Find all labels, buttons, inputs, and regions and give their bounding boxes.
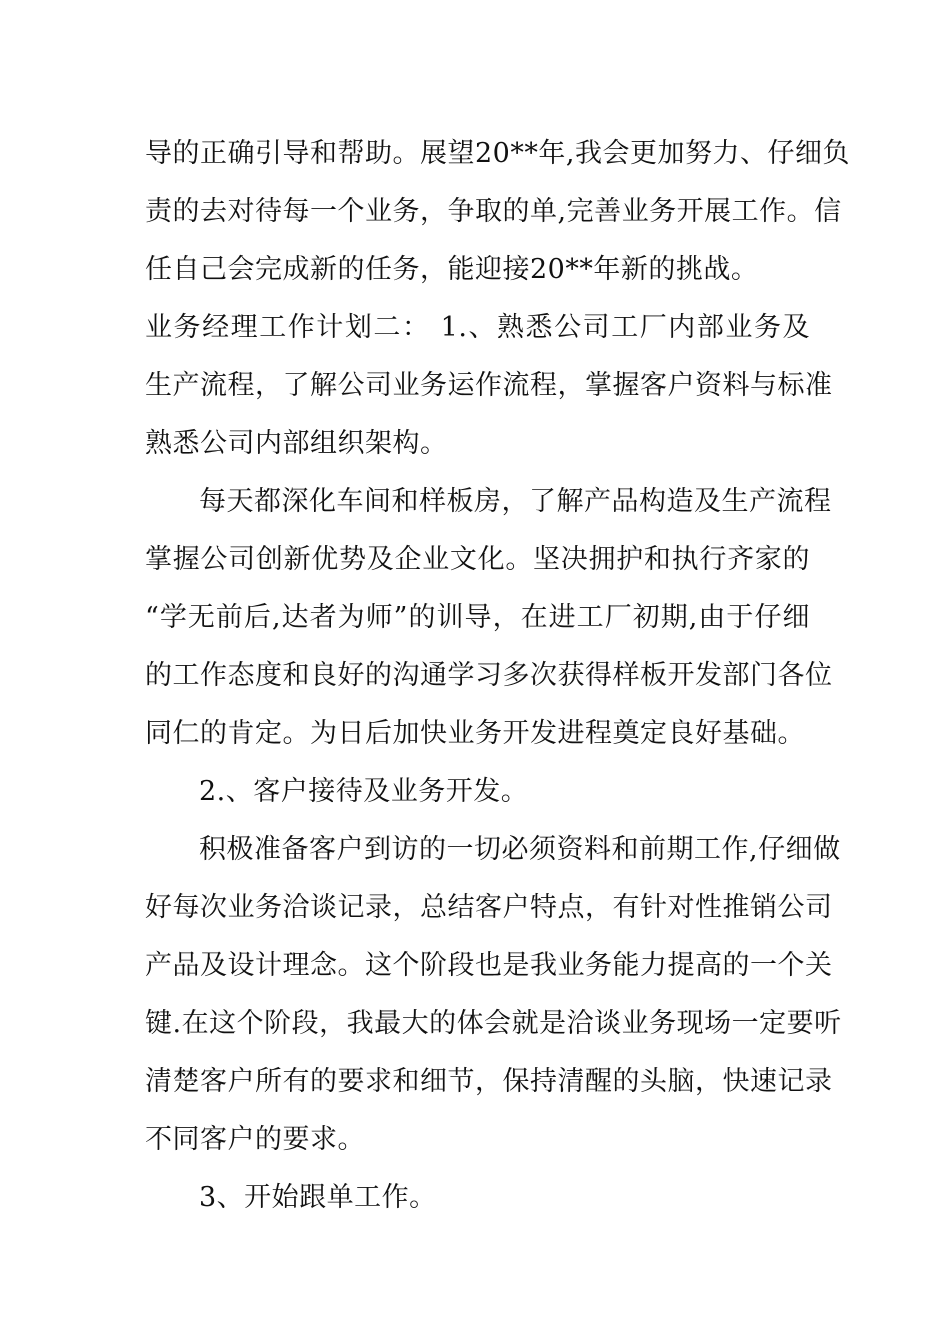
- text-line: 键.在这个阶段，我最大的体会就是洽谈业务现场一定要听: [145, 1008, 842, 1039]
- text-line: 生产流程，了解公司业务运作流程，掌握客户资料与标准: [145, 370, 833, 401]
- text-line: 掌握公司创新优势及企业文化。坚决拥护和执行齐家的: [145, 544, 810, 575]
- text-line: 导的正确引导和帮助。展望20**年,我会更加努力、仔细负: [145, 138, 850, 169]
- text-line: 责的去对待每一个业务，争取的单,完善业务开展工作。信: [145, 196, 842, 227]
- text-line: 的工作态度和良好的沟通学习多次获得样板开发部门各位: [145, 660, 833, 691]
- text-line: 任自己会完成新的任务，能迎接20**年新的挑战。: [145, 254, 759, 285]
- text-line: 熟悉公司内部组织架构。: [145, 428, 448, 459]
- text-line: 不同客户的要求。: [145, 1124, 365, 1155]
- text-line: 好每次业务洽谈记录，总结客户特点，有针对性推销公司: [145, 892, 833, 923]
- text-line: 清楚客户所有的要求和细节，保持清醒的头脑，快速记录: [145, 1066, 833, 1097]
- list-item-heading: 2.、客户接待及业务开发。: [199, 776, 529, 807]
- text-line: 积极准备客户到访的一切必须资料和前期工作,仔细做: [199, 834, 841, 865]
- text-line: 每天都深化车间和样板房，了解产品构造及生产流程: [199, 486, 832, 517]
- text-line: 产品及设计理念。这个阶段也是我业务能力提高的一个关: [145, 950, 833, 981]
- text-line: “学无前后,达者为师”的训导，在进工厂初期,由于仔细: [145, 602, 810, 633]
- text-line: 同仁的肯定。为日后加快业务开发进程奠定良好基础。: [145, 718, 805, 749]
- section-heading-line: 业务经理工作计划二： 1.、熟悉公司工厂内部业务及: [145, 312, 810, 343]
- list-item-heading: 3、开始跟单工作。: [199, 1182, 437, 1213]
